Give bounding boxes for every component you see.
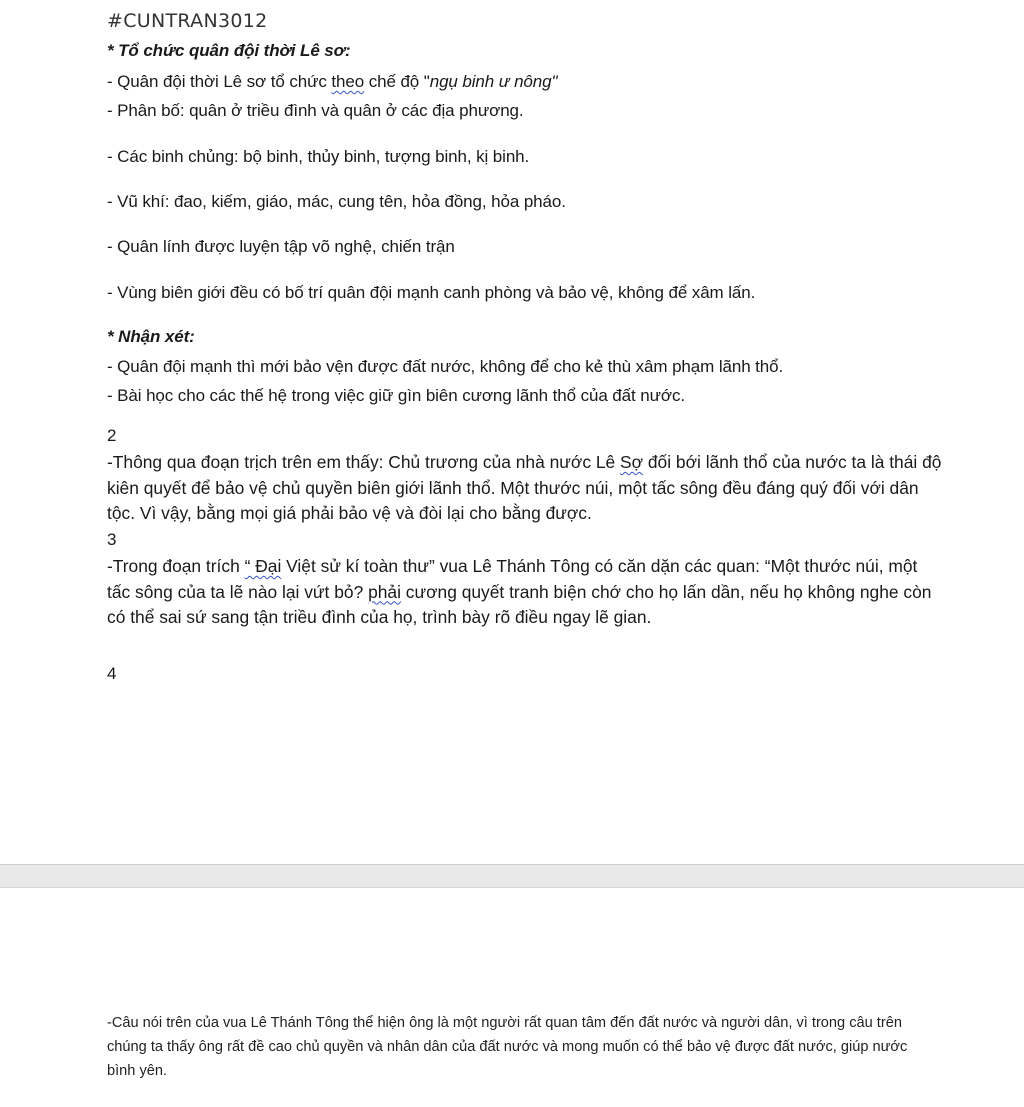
question-number: 3 [107,530,117,549]
section-heading-army-organization: * Tổ chức quân đội thời Lê sơ: [107,41,351,60]
answer-paragraph-2: -Thông qua đoạn trịch trên em thấy: Chủ trương của nhà nước Lê Sợ đối bới lãnh thổ của nước ta là thái độ kiên quyết để bảo vệ chủ quyền biên giới lãnh thổ. Một thước núi, một tấc sông đều đáng quý đối với dân tộc. Vì vậy, bằng mọi giá phải bảo vệ và đòi lại cho bằng được. [107,452,942,523]
spellcheck-word: phải [368,581,401,602]
bullet-line: - Quân lính được luyện tập võ nghệ, chiến trận [107,237,455,256]
bullet-line: - Các binh chủng: bộ binh, thủy binh, tượng binh, kị binh. [107,147,530,166]
bullet-line: - Phân bố: quân ở triều đình và quân ở các địa phương. [107,101,524,120]
watermark-text: #CUNTRAN3012 [107,10,268,32]
section-heading-remarks: * Nhận xét: [107,327,195,346]
spellcheck-word: theo [331,72,365,91]
question-number: 2 [107,426,117,445]
bullet-line: - Vũ khí: đao, kiếm, giáo, mác, cung tên, hỏa đồng, hỏa pháo. [107,192,566,211]
bullet-line: - Bài học cho các thế hệ trong việc giữ gìn biên cương lãnh thổ của đất nước. [107,386,685,405]
answer-paragraph-3: -Trong đoạn trích “ Đại Việt sử kí toàn thư” vua Lê Thánh Tông có căn dặn các quan: “Một thước núi, một tấc sông của ta lẽ nào lại vứt bỏ? phải cương quyết tranh biện chớ cho họ lấn dần, nếu họ không nghe còn có thể sai sứ sang tận triều đình của họ, trình bày rõ điều ngay lẽ gian. [107,556,932,627]
bullet-line: - Vùng biên giới đều có bố trí quân đội mạnh canh phòng và bảo vệ, không để xâm lấn. [107,283,756,302]
answer-paragraph-4: -Câu nói trên của vua Lê Thánh Tông thể hiện ông là một người rất quan tâm đến đất nước và người dân, vì trong câu trên chúng ta thấy ông rất đề cao chủ quyền và nhân dân của đất nước và mong muốn có thể bảo vệ được đất nước, giúp nước bình yên. [107,1015,908,1079]
question-number: 4 [107,664,117,683]
bullet-line: - Quân đội thời Lê sơ tổ chức theo chế độ "ngụ binh ư nông" [107,72,558,91]
page-break-gap [0,864,1024,888]
bullet-line: - Quân đội mạnh thì mới bảo vện được đất nước, không để cho kẻ thù xâm phạm lãnh thổ. [107,357,784,376]
document-page-2 [0,888,1024,1107]
spellcheck-word: Sợ [620,452,644,472]
spellcheck-word: “ Đại [244,556,282,576]
